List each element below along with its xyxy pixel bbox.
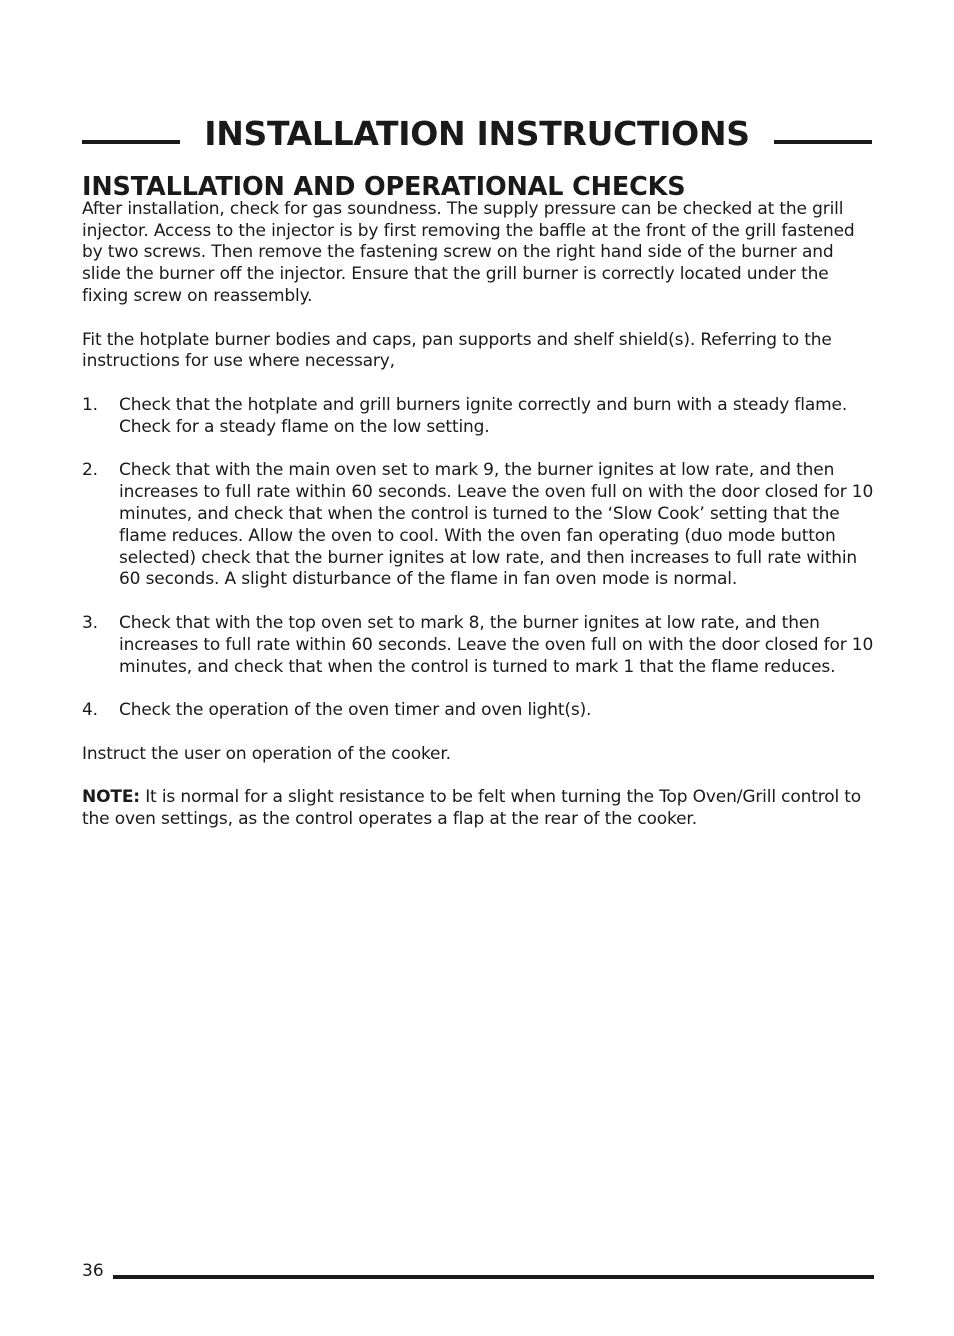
instruct-paragraph: Instruct the user on operation of the cooker. [82, 743, 451, 764]
spacer [82, 308, 874, 330]
list-item [82, 613, 874, 678]
list-item-text: Check that the hotplate and grill burners ignite correctly and burn with a steady flame. Check for a steady flame on the low setting. [119, 394, 848, 437]
page-number: 36 [82, 1261, 104, 1281]
list-item-text: Check that with the top oven set to mark 8, the burner ignites at low rate, and then increases to full rate within 60 seconds. Leave the oven full on with the door closed for 10 minutes, and check that when the control is turned to mark 1 that the flame reduces. [119, 612, 874, 677]
list-item [82, 700, 874, 722]
spacer [82, 722, 874, 744]
note-paragraph [82, 787, 874, 831]
fit-paragraph: Fit the hotplate burner bodies and caps, pan supports and shelf shield(s). Referring to the instructions for use where necessary, [82, 329, 832, 372]
list-item-number: 4. [82, 700, 98, 721]
list-item-number: 1. [82, 394, 98, 415]
list-item [82, 395, 874, 439]
spacer [82, 766, 874, 788]
document-body [82, 172, 874, 831]
list-item [82, 460, 874, 591]
list-item-text: Check that with the main oven set to mark 9, the burner ignites at low rate, and then increases to full rate within 60 seconds. Leave the oven full on with the door closed for 10 minutes, and check that when the control is turned to the ‘Slow Cook’ setting that the flame reduces. Allow the oven to cool. With the oven fan operating (duo mode button selected) check that the burner ignites at low rate, and then increases to full rate within 60 seconds. A slight disturbance of the flame in fan oven mode is normal. [119, 460, 874, 590]
note-text: It is normal for a slight resistance to be felt when turning the Top Oven/Grill control to the oven settings, as the control operates a flap at the rear of the cooker. [82, 787, 862, 830]
page-footer [82, 1259, 874, 1283]
title-rule-right [774, 140, 872, 144]
list-item-number: 3. [82, 612, 98, 633]
note-label: NOTE: [82, 787, 140, 808]
spacer [82, 373, 874, 395]
page-header [82, 112, 872, 160]
checks-list [82, 395, 874, 722]
footer-rule [113, 1275, 874, 1279]
intro-paragraph: After installation, check for gas soundness. The supply pressure can be checked at the grill injector. Access to the injector is by first removing the baffle at the front of the grill fastened by two screws. Then remove the fastening screw on the right hand side of the burner and slide the burner off the injector. Ensure that the grill burner is correctly located under the fixing screw on reassembly. [82, 198, 855, 306]
list-item-text: Check the operation of the oven timer and oven light(s). [119, 700, 592, 721]
section-heading: INSTALLATION AND OPERATIONAL CHECKS [82, 172, 686, 202]
page-title: INSTALLATION INSTRUCTIONS [204, 114, 750, 153]
list-item-number: 2. [82, 460, 98, 481]
